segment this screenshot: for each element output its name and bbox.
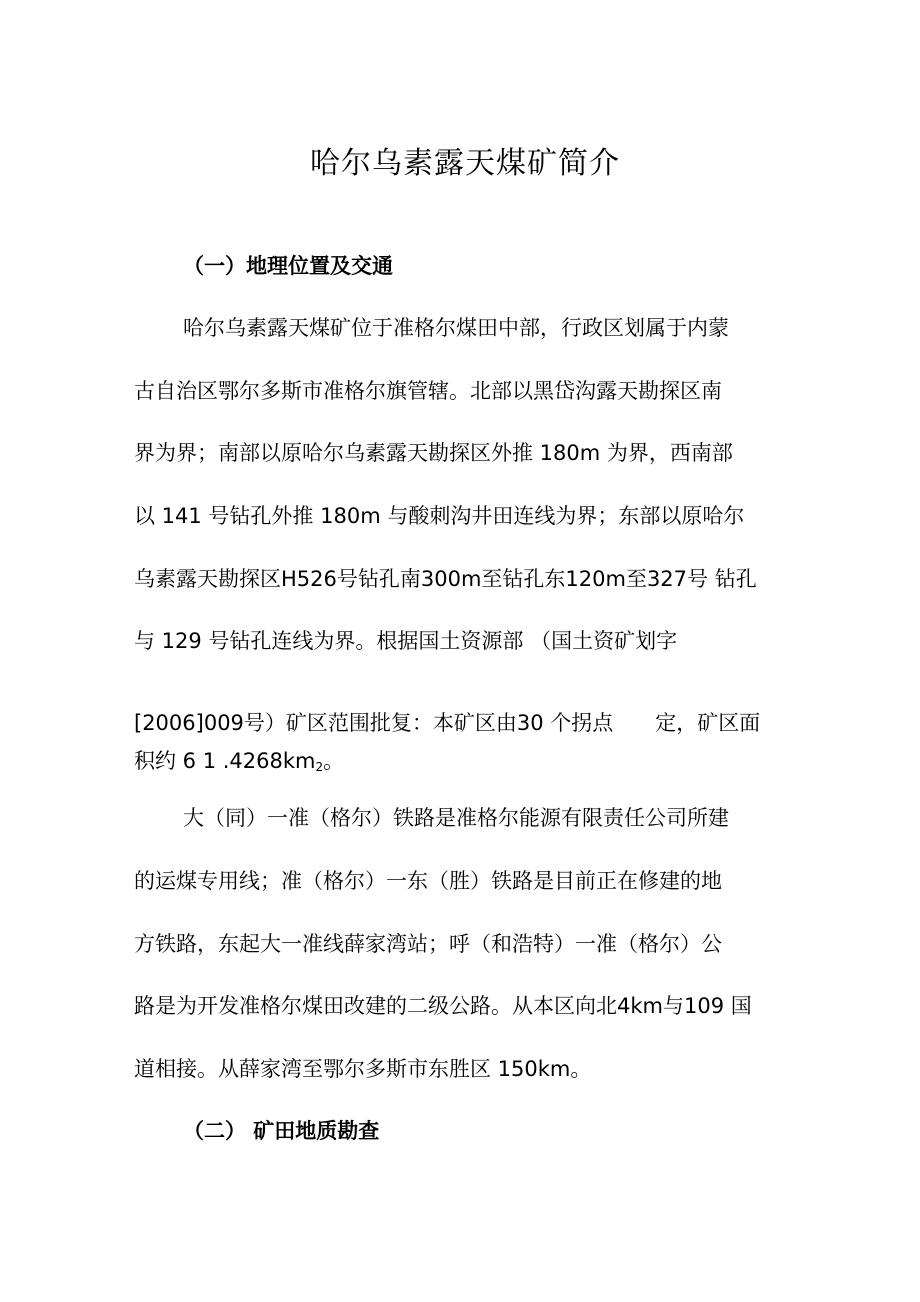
paragraph-line: 以 141 号钻孔外推 180m 与酸刺沟井田连线为界；东部以原哈尔 — [134, 504, 745, 528]
paragraph-line-area — [134, 746, 344, 782]
area-unit-subscript: 2 — [315, 760, 324, 774]
paragraph-line: 方铁路，东起大一准线薛家湾站；呼（和浩特）一准（格尔）公 — [134, 932, 722, 956]
area-text: 积约 6 1 .4268km — [134, 749, 316, 773]
paragraph-line: 的运煤专用线；准（格尔）一东（胜）铁路是目前正在修建的地 — [134, 869, 722, 893]
area-text-end: 。 — [323, 749, 345, 773]
paragraph-line: 与 129 号钻孔连线为界。根据国土资源部 （国土资矿划字 — [134, 629, 678, 653]
paragraph-line: 古自治区鄂尔多斯市准格尔旗管辖。北部以黑岱沟露天勘探区南 — [134, 379, 722, 403]
section-heading-geography: （一）地理位置及交通 — [183, 254, 393, 278]
paragraph-line: 哈尔乌素露天煤矿位于准格尔煤田中部，行政区划属于内蒙 — [183, 316, 729, 340]
paragraph-line: 大（同）一准（格尔）铁路是准格尔能源有限责任公司所建 — [183, 806, 729, 830]
document-title: 哈尔乌素露天煤矿简介 — [310, 146, 620, 181]
paragraph-line: [2006]009号）矿区范围批复：本矿区由30 个拐点 定，矿区面 — [134, 711, 761, 735]
paragraph-line: 道相接。从薛家湾至鄂尔多斯市东胜区 150km。 — [134, 1057, 592, 1081]
paragraph-line: 乌素露天勘探区H526号钻孔南300m至钻孔东120m至327号 钻孔 — [134, 567, 757, 591]
section-heading-geology: （二） 矿田地质勘查 — [183, 1119, 380, 1143]
paragraph-line: 界为界；南部以原哈尔乌素露天勘探区外推 180m 为界，西南部 — [134, 441, 733, 465]
paragraph-line: 路是为开发准格尔煤田改建的二级公路。从本区向北4km与109 国 — [134, 994, 752, 1018]
